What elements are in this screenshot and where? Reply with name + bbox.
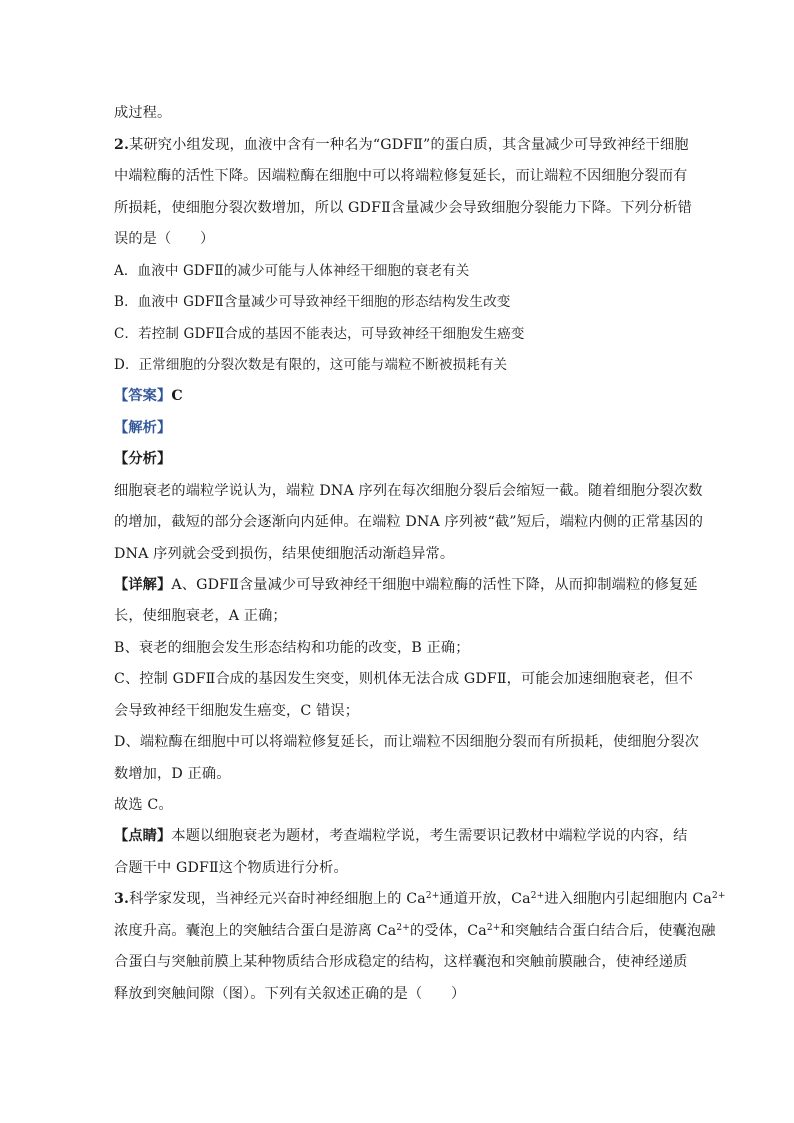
q2-option-c: C．若控制 GDFⅡ合成的基因不能表达，可导致神经干细胞发生癌变	[114, 326, 525, 342]
fenxi-label: 【分析】	[114, 451, 172, 467]
detail-label: 【详解】	[114, 577, 172, 593]
answer-label: 【答案】	[114, 388, 172, 404]
q2-stem-line-3: 所损耗，使细胞分裂次数增加，所以 GDFⅡ含量减少会导致细胞分裂能力下降。下列分析错	[114, 200, 692, 216]
detail-line-1: 【详解】A、GDFⅡ含量减少可导致神经干细胞中端粒酶的活性下降，从而抑制端粒的修复延	[114, 577, 698, 593]
q2-answer	[114, 386, 684, 406]
detail-line-4: C、控制 GDFⅡ合成的基因发生突变，则机体无法合成 GDFⅡ，可能会加速细胞衰老，但不	[114, 671, 694, 687]
q3-number: 3.	[114, 891, 130, 907]
comment-label: 【点睛】	[114, 828, 172, 844]
detail-line-6: D、端粒酶在细胞中可以将端粒修复延长，而让端粒不因细胞分裂而有所损耗，使细胞分裂次	[114, 734, 700, 750]
q3-stem-line-4: 释放到突触间隙（图）。下列有关叙述正确的是（ ）	[114, 986, 466, 1002]
q2-stem-line-2: 中端粒酶的活性下降。因端粒酶在细胞中可以将端粒修复延长，而让端粒不因细胞分裂而有	[114, 168, 688, 184]
q3-stem-line-1: 3.科学家发现，当神经元兴奋时神经细胞上的 $Ca^{2+}$通道开放，$Ca^{2+}$进入细胞内引起细胞内 $Ca^{2+}$	[114, 891, 726, 907]
analysis-label: 【解析】	[114, 420, 172, 436]
detail-line-3: B、衰老的细胞会发生形态结构和功能的改变，B 正确；	[114, 640, 470, 656]
q2-option-b: B．血液中 GDFⅡ含量减少可导致神经干细胞的形态结构发生改变	[114, 294, 511, 310]
detail-line-2: 长，使细胞衰老，A 正确；	[114, 608, 287, 624]
comment-line-2: 合题干中 GDFⅡ这个物质进行分析。	[114, 860, 348, 876]
q2-option-d: D．正常细胞的分裂次数是有限的，这可能与端粒不断被损耗有关	[114, 357, 508, 373]
q2-stem-line-1: 2.某研究小组发现，血液中含有一种名为“GDFⅡ”的蛋白质，其含量减少可导致神经干细胞	[114, 137, 689, 153]
fenxi-line-3: DNA 序列就会受到损伤，结果使细胞活动渐趋异常。	[114, 546, 455, 562]
q3-stem-line-3: 合蛋白与突触前膜上某种物质结合形成稳定的结构，这样囊泡和突触前膜融合，使神经递质	[114, 954, 688, 970]
detail-line-7: 数增加，D 正确。	[114, 766, 231, 782]
q3-stem-line-2: 浓度升高。囊泡上的突触结合蛋白是游离 $Ca^{2+}$的受体，$Ca^{2+}$和突触结合蛋白结合后，使囊泡融	[114, 923, 716, 939]
detail-line-8: 故选 C。	[114, 797, 173, 813]
answer-value: C	[171, 388, 183, 404]
fenxi-line-1: 细胞衰老的端粒学说认为，端粒 DNA 序列在每次细胞分裂后会缩短一截。随着细胞分裂次数	[114, 483, 703, 499]
q2-number: 2.	[114, 137, 130, 153]
comment-line-1: 【点睛】本题以细胞衰老为题材，考查端粒学说，考生需要识记教材中端粒学说的内容，结	[114, 828, 688, 844]
detail-line-5: 会导致神经干细胞发生癌变，C 错误；	[114, 703, 360, 719]
fenxi-line-2: 的增加，截短的部分会逐渐向内延伸。在端粒 DNA 序列被“截”短后，端粒内侧的正常基因的	[114, 514, 704, 530]
q2-stem-line-4: 误的是（ ）	[114, 231, 215, 247]
q2-option-a: A．血液中 GDFⅡ的减少可能与人体神经干细胞的衰老有关	[114, 263, 470, 279]
intro-tail: 成过程。	[114, 105, 172, 121]
